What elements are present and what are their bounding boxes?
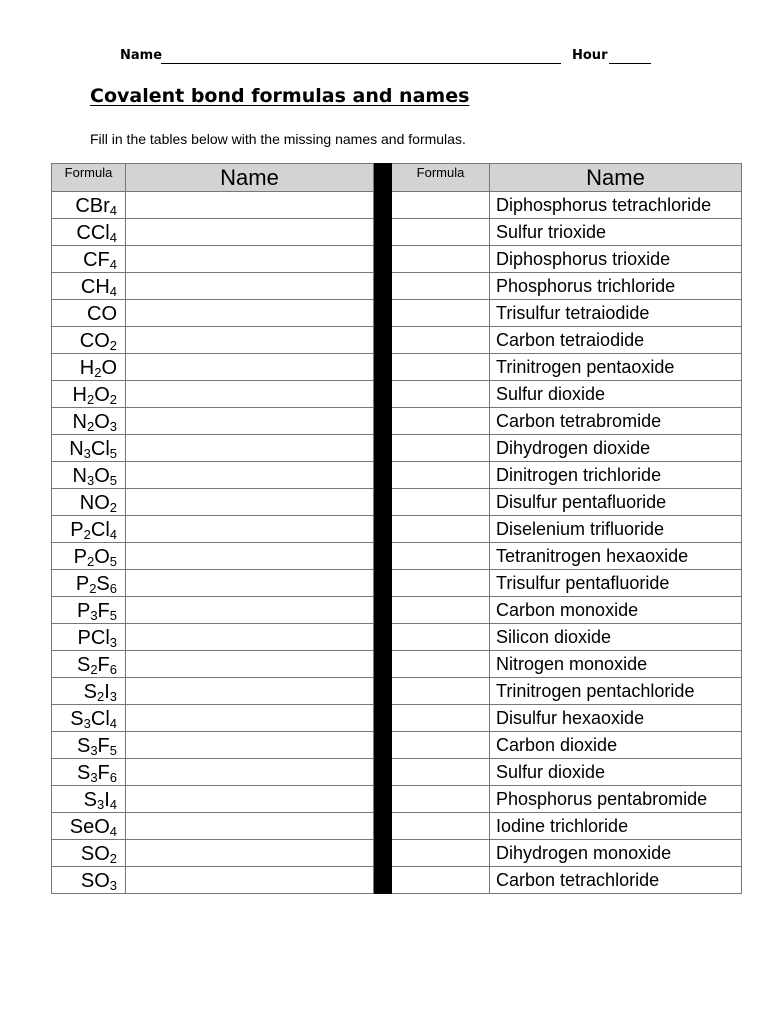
given-formula bbox=[52, 435, 126, 462]
instructions-text: Fill in the tables below with the missing names and formulas. bbox=[90, 131, 466, 147]
formula-symbol: S bbox=[96, 573, 110, 595]
table-row bbox=[52, 219, 742, 246]
formula-subscript: 5 bbox=[109, 446, 117, 461]
name-answer-blank[interactable] bbox=[126, 651, 374, 678]
formula-subscript: 2 bbox=[109, 392, 117, 407]
table-row bbox=[52, 246, 742, 273]
name-answer-blank[interactable] bbox=[126, 705, 374, 732]
formula-answer-blank[interactable] bbox=[392, 192, 490, 219]
given-formula bbox=[52, 381, 126, 408]
formula-subscript: 3 bbox=[86, 473, 95, 488]
given-name: Iodine trichloride bbox=[490, 813, 742, 840]
formula-subscript: 4 bbox=[109, 797, 117, 812]
formula-symbol: P bbox=[76, 600, 91, 622]
table-row bbox=[52, 813, 742, 840]
formula-subscript: 6 bbox=[109, 662, 117, 677]
column-divider bbox=[374, 408, 392, 435]
formula-symbol: F bbox=[97, 654, 110, 676]
formula-symbol: CCl bbox=[76, 222, 110, 244]
formula-symbol: SeO bbox=[69, 816, 110, 838]
name-answer-blank[interactable] bbox=[126, 327, 374, 354]
given-name: Phosphorus trichloride bbox=[490, 273, 742, 300]
table-row bbox=[52, 192, 742, 219]
formula-subscript: 3 bbox=[83, 446, 91, 461]
name-answer-blank[interactable] bbox=[126, 300, 374, 327]
name-answer-blank[interactable] bbox=[126, 408, 374, 435]
formula-symbol: O bbox=[94, 546, 110, 568]
formula-symbol: F bbox=[97, 735, 110, 757]
given-formula bbox=[52, 570, 126, 597]
formula-symbol: I bbox=[104, 789, 110, 811]
column-divider bbox=[374, 543, 392, 570]
formula-subscript: 2 bbox=[86, 392, 95, 407]
given-formula bbox=[52, 408, 126, 435]
formula-subscript: 3 bbox=[83, 716, 91, 731]
formula-symbol: S bbox=[70, 708, 84, 730]
column-divider bbox=[374, 786, 392, 813]
name-answer-blank[interactable] bbox=[126, 597, 374, 624]
table-row bbox=[52, 597, 742, 624]
column-divider bbox=[374, 624, 392, 651]
formula-subscript: 2 bbox=[96, 689, 105, 704]
formula-answer-blank[interactable] bbox=[392, 732, 490, 759]
formula-answer-blank[interactable] bbox=[392, 570, 490, 597]
given-name: Disulfur hexaoxide bbox=[490, 705, 742, 732]
formula-symbol: CBr bbox=[75, 195, 110, 217]
formula-symbol: F bbox=[97, 600, 110, 622]
table-row bbox=[52, 381, 742, 408]
formula-answer-blank[interactable] bbox=[392, 381, 490, 408]
formula-symbol: N bbox=[72, 411, 87, 433]
name-answer-blank[interactable] bbox=[126, 462, 374, 489]
name-answer-blank[interactable] bbox=[126, 543, 374, 570]
given-name: Carbon tetraiodide bbox=[490, 327, 742, 354]
name-label: Name bbox=[120, 48, 163, 63]
given-formula bbox=[52, 219, 126, 246]
table-row bbox=[52, 354, 742, 381]
given-name: Trinitrogen pentachloride bbox=[490, 678, 742, 705]
column-divider bbox=[374, 867, 392, 894]
column-divider bbox=[374, 300, 392, 327]
formula-symbol: H bbox=[72, 384, 87, 406]
formula-subscript: 3 bbox=[90, 770, 98, 785]
given-formula bbox=[52, 462, 126, 489]
column-divider bbox=[374, 597, 392, 624]
given-name: Diphosphorus trioxide bbox=[490, 246, 742, 273]
column-divider bbox=[374, 570, 392, 597]
formula-symbol: I bbox=[104, 681, 110, 703]
formula-answer-blank[interactable] bbox=[392, 624, 490, 651]
worksheet-title: Covalent bond formulas and names bbox=[90, 85, 470, 107]
column-divider bbox=[374, 732, 392, 759]
formula-subscript: 2 bbox=[89, 581, 97, 596]
table-row bbox=[52, 516, 742, 543]
formula-symbol: SO bbox=[80, 843, 110, 865]
formula-symbol: H bbox=[79, 357, 95, 379]
formula-symbol: O bbox=[94, 465, 110, 487]
formula-symbol: CF bbox=[83, 249, 110, 271]
formula-subscript: 2 bbox=[86, 419, 95, 434]
table-row bbox=[52, 840, 742, 867]
name-answer-blank[interactable] bbox=[126, 840, 374, 867]
given-name: Carbon dioxide bbox=[490, 732, 742, 759]
given-formula bbox=[52, 192, 126, 219]
given-name: Sulfur trioxide bbox=[490, 219, 742, 246]
given-formula bbox=[52, 678, 126, 705]
given-name: Nitrogen monoxide bbox=[490, 651, 742, 678]
formula-answer-blank[interactable] bbox=[392, 543, 490, 570]
column-divider bbox=[374, 759, 392, 786]
formula-answer-blank[interactable] bbox=[392, 516, 490, 543]
table-row bbox=[52, 732, 742, 759]
name-answer-blank[interactable] bbox=[126, 624, 374, 651]
given-name: Trinitrogen pentaoxide bbox=[490, 354, 742, 381]
formula-symbol: Cl bbox=[90, 438, 110, 460]
column-divider bbox=[374, 813, 392, 840]
formula-symbol: CH bbox=[80, 276, 110, 298]
formula-subscript: 2 bbox=[94, 365, 102, 380]
column-divider bbox=[374, 516, 392, 543]
column-divider bbox=[374, 705, 392, 732]
formula-symbol: SO bbox=[80, 870, 110, 892]
column-divider bbox=[374, 435, 392, 462]
column-divider bbox=[374, 381, 392, 408]
column-divider bbox=[374, 840, 392, 867]
given-name: Carbon tetrachloride bbox=[490, 867, 742, 894]
given-name: Dihydrogen monoxide bbox=[490, 840, 742, 867]
formula-answer-blank[interactable] bbox=[392, 219, 490, 246]
header-name-right: Name bbox=[490, 164, 742, 192]
table-row bbox=[52, 651, 742, 678]
formula-name-table bbox=[51, 163, 742, 894]
formula-subscript: 4 bbox=[109, 284, 117, 299]
given-formula bbox=[52, 327, 126, 354]
name-answer-blank[interactable] bbox=[126, 192, 374, 219]
given-formula bbox=[52, 354, 126, 381]
student-header bbox=[120, 48, 660, 68]
given-formula bbox=[52, 759, 126, 786]
given-formula bbox=[52, 840, 126, 867]
name-answer-blank[interactable] bbox=[126, 354, 374, 381]
formula-subscript: 2 bbox=[90, 662, 98, 677]
formula-symbol: CO bbox=[79, 330, 110, 352]
name-answer-blank[interactable] bbox=[126, 516, 374, 543]
formula-symbol: O bbox=[94, 411, 110, 433]
given-formula bbox=[52, 624, 126, 651]
formula-symbol: P bbox=[70, 519, 84, 541]
given-name: Diselenium trifluoride bbox=[490, 516, 742, 543]
formula-subscript: 5 bbox=[109, 554, 117, 569]
name-answer-blank[interactable] bbox=[126, 813, 374, 840]
formula-answer-blank[interactable] bbox=[392, 246, 490, 273]
given-name: Phosphorus pentabromide bbox=[490, 786, 742, 813]
name-answer-blank[interactable] bbox=[126, 678, 374, 705]
given-formula bbox=[52, 867, 126, 894]
column-divider bbox=[374, 327, 392, 354]
given-formula bbox=[52, 597, 126, 624]
given-name: Trisulfur tetraiodide bbox=[490, 300, 742, 327]
formula-symbol: S bbox=[83, 789, 97, 811]
name-answer-blank[interactable] bbox=[126, 219, 374, 246]
formula-symbol: Cl bbox=[90, 519, 110, 541]
given-formula bbox=[52, 813, 126, 840]
given-formula bbox=[52, 543, 126, 570]
table-row bbox=[52, 570, 742, 597]
formula-symbol: P bbox=[75, 573, 90, 595]
hour-label: Hour bbox=[572, 48, 608, 63]
name-answer-blank[interactable] bbox=[126, 381, 374, 408]
formula-symbol: S bbox=[76, 735, 91, 757]
formula-subscript: 6 bbox=[109, 581, 117, 596]
column-divider bbox=[374, 164, 392, 192]
given-name: Silicon dioxide bbox=[490, 624, 742, 651]
table-header-row bbox=[52, 164, 742, 192]
formula-subscript: 2 bbox=[109, 338, 117, 353]
formula-subscript: 4 bbox=[109, 716, 117, 731]
formula-subscript: 2 bbox=[83, 527, 91, 542]
name-answer-blank[interactable] bbox=[126, 489, 374, 516]
table-row bbox=[52, 408, 742, 435]
table-row bbox=[52, 489, 742, 516]
formula-answer-blank[interactable] bbox=[392, 705, 490, 732]
table-row bbox=[52, 543, 742, 570]
table-row bbox=[52, 786, 742, 813]
formula-answer-blank[interactable] bbox=[392, 489, 490, 516]
given-formula bbox=[52, 516, 126, 543]
formula-symbol: S bbox=[76, 654, 91, 676]
table-row bbox=[52, 678, 742, 705]
formula-symbol: Cl bbox=[90, 708, 110, 730]
formula-subscript: 4 bbox=[109, 203, 117, 218]
column-divider bbox=[374, 489, 392, 516]
formula-symbol: O bbox=[101, 357, 117, 379]
given-name: Sulfur dioxide bbox=[490, 759, 742, 786]
formula-answer-blank[interactable] bbox=[392, 678, 490, 705]
formula-subscript: 3 bbox=[90, 743, 98, 758]
formula-subscript: 3 bbox=[90, 608, 98, 623]
formula-symbol: NO bbox=[79, 492, 110, 514]
formula-subscript: 4 bbox=[109, 230, 117, 245]
formula-subscript: 5 bbox=[109, 473, 117, 488]
name-answer-blank[interactable] bbox=[126, 867, 374, 894]
given-name: Carbon tetrabromide bbox=[490, 408, 742, 435]
column-divider bbox=[374, 678, 392, 705]
table-row bbox=[52, 624, 742, 651]
table-row bbox=[52, 435, 742, 462]
formula-subscript: 5 bbox=[109, 743, 117, 758]
name-answer-blank[interactable] bbox=[126, 786, 374, 813]
name-answer-blank[interactable] bbox=[126, 759, 374, 786]
given-name: Tetranitrogen hexaoxide bbox=[490, 543, 742, 570]
formula-subscript: 2 bbox=[109, 851, 117, 866]
given-name: Dihydrogen dioxide bbox=[490, 435, 742, 462]
given-name: Disulfur pentafluoride bbox=[490, 489, 742, 516]
formula-answer-blank[interactable] bbox=[392, 327, 490, 354]
formula-answer-blank[interactable] bbox=[392, 786, 490, 813]
formula-answer-blank[interactable] bbox=[392, 840, 490, 867]
table-row bbox=[52, 759, 742, 786]
given-formula bbox=[52, 651, 126, 678]
table-body bbox=[52, 192, 742, 894]
formula-subscript: 5 bbox=[109, 608, 117, 623]
name-answer-blank[interactable] bbox=[126, 435, 374, 462]
formula-subscript: 3 bbox=[109, 689, 117, 704]
column-divider bbox=[374, 651, 392, 678]
formula-answer-blank[interactable] bbox=[392, 408, 490, 435]
table-row bbox=[52, 300, 742, 327]
name-answer-blank[interactable] bbox=[126, 570, 374, 597]
hour-blank-line[interactable] bbox=[609, 63, 651, 64]
column-divider bbox=[374, 219, 392, 246]
formula-symbol: PCl bbox=[77, 627, 110, 649]
column-divider bbox=[374, 462, 392, 489]
formula-symbol: S bbox=[76, 762, 91, 784]
formula-symbol: O bbox=[94, 384, 110, 406]
formula-answer-blank[interactable] bbox=[392, 651, 490, 678]
table-row bbox=[52, 273, 742, 300]
column-divider bbox=[374, 354, 392, 381]
formula-symbol: N bbox=[69, 438, 84, 460]
given-formula bbox=[52, 705, 126, 732]
formula-answer-blank[interactable] bbox=[392, 813, 490, 840]
given-formula bbox=[52, 489, 126, 516]
given-formula bbox=[52, 732, 126, 759]
formula-subscript: 3 bbox=[109, 635, 117, 650]
formula-answer-blank[interactable] bbox=[392, 759, 490, 786]
formula-subscript: 3 bbox=[109, 878, 117, 893]
given-formula bbox=[52, 273, 126, 300]
name-answer-blank[interactable] bbox=[126, 273, 374, 300]
formula-answer-blank[interactable] bbox=[392, 867, 490, 894]
column-divider bbox=[374, 192, 392, 219]
column-divider bbox=[374, 246, 392, 273]
table-row bbox=[52, 462, 742, 489]
formula-subscript: 4 bbox=[109, 527, 117, 542]
given-name: Sulfur dioxide bbox=[490, 381, 742, 408]
given-formula bbox=[52, 300, 126, 327]
column-divider bbox=[374, 273, 392, 300]
formula-symbol: P bbox=[73, 546, 87, 568]
formula-symbol: S bbox=[83, 681, 97, 703]
formula-subscript: 4 bbox=[109, 257, 117, 272]
given-name: Dinitrogen trichloride bbox=[490, 462, 742, 489]
formula-subscript: 2 bbox=[86, 554, 95, 569]
formula-subscript: 4 bbox=[109, 824, 117, 839]
name-blank-line[interactable] bbox=[161, 63, 561, 64]
table-row bbox=[52, 867, 742, 894]
given-formula bbox=[52, 786, 126, 813]
formula-symbol: N bbox=[72, 465, 87, 487]
given-formula bbox=[52, 246, 126, 273]
formula-symbol: CO bbox=[87, 303, 117, 325]
table-row bbox=[52, 327, 742, 354]
header-formula-right: Formula bbox=[392, 164, 490, 192]
formula-subscript: 2 bbox=[109, 500, 117, 515]
formula-subscript: 6 bbox=[109, 770, 117, 785]
given-name: Trisulfur pentafluoride bbox=[490, 570, 742, 597]
header-name-left: Name bbox=[126, 164, 374, 192]
name-answer-blank[interactable] bbox=[126, 732, 374, 759]
given-name: Diphosphorus tetrachloride bbox=[490, 192, 742, 219]
formula-answer-blank[interactable] bbox=[392, 354, 490, 381]
given-name: Carbon monoxide bbox=[490, 597, 742, 624]
formula-answer-blank[interactable] bbox=[392, 435, 490, 462]
formula-answer-blank[interactable] bbox=[392, 273, 490, 300]
formula-symbol: F bbox=[97, 762, 110, 784]
formula-answer-blank[interactable] bbox=[392, 462, 490, 489]
header-formula-left: Formula bbox=[52, 164, 126, 192]
formula-subscript: 3 bbox=[109, 419, 117, 434]
formula-answer-blank[interactable] bbox=[392, 597, 490, 624]
formula-subscript: 3 bbox=[96, 797, 105, 812]
formula-answer-blank[interactable] bbox=[392, 300, 490, 327]
table-row bbox=[52, 705, 742, 732]
name-answer-blank[interactable] bbox=[126, 246, 374, 273]
